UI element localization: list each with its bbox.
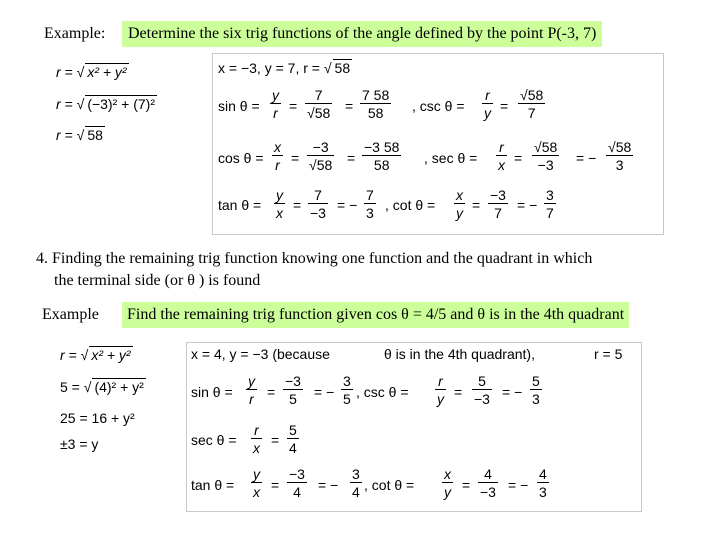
- ex1-sec-frac1: r x: [498, 139, 505, 173]
- ex1-eq: =: [347, 150, 356, 166]
- ex1-minus-eq: = −: [337, 197, 358, 213]
- ex1-cot-frac2: −3 7: [490, 187, 506, 221]
- ex2-csc-frac1: r y: [437, 373, 444, 407]
- ex1-csc-label: , csc θ =: [412, 98, 465, 114]
- ex2-sin-frac1: y r: [248, 373, 255, 407]
- ex2-sin-label: sin θ =: [191, 384, 233, 400]
- ex2-eq: =: [454, 384, 463, 400]
- ex1-cos-label: cos θ =: [218, 150, 264, 166]
- ex2-cot-frac3: 4 3: [539, 466, 547, 500]
- ex1-eq: =: [291, 150, 300, 166]
- ex2-cot-label: , cot θ =: [364, 477, 415, 493]
- ex2-minus-eq: = −: [318, 477, 339, 493]
- ex2-eq: =: [462, 477, 471, 493]
- ex2-sec-label: sec θ =: [191, 432, 237, 448]
- ex1-cot-frac1: x y: [456, 187, 463, 221]
- ex2-r-step4: ±3 = y: [60, 436, 99, 452]
- ex1-tan-frac1: y x: [276, 187, 283, 221]
- ex1-eq: =: [289, 98, 298, 114]
- ex2-tan-frac2: −3 4: [289, 466, 305, 500]
- ex2-r-step1: r = √ x² + y²: [60, 347, 131, 363]
- ex1-cos-frac3: −3 58 58: [364, 139, 400, 173]
- ex1-csc-frac2: √58 7: [520, 87, 544, 121]
- ex2-eq: =: [271, 432, 280, 448]
- ex2-r-step2: 5 = √ (4)² + y²: [60, 379, 144, 395]
- ex2-given: x = 4, y = −3 (because: [191, 346, 330, 362]
- ex1-tan-label: tan θ =: [218, 197, 262, 213]
- ex1-eq: =: [293, 197, 302, 213]
- example1-label: Example:: [44, 25, 106, 42]
- ex1-sec-frac3: √58 3: [608, 139, 632, 173]
- ex1-r-step3: r = √ 58: [56, 127, 103, 143]
- example2-title: Find the remaining trig function given cos θ = 4/5 and θ is in the 4th quadrant: [122, 302, 629, 328]
- ex1-eq: =: [500, 98, 509, 114]
- ex2-minus-eq: = −: [508, 477, 529, 493]
- ex2-csc-label: , csc θ =: [356, 384, 409, 400]
- ex2-tan-frac3: 3 4: [352, 466, 360, 500]
- ex2-cot-frac2: 4 −3: [480, 466, 496, 500]
- ex1-r-step1: r = √ x² + y²: [56, 64, 127, 80]
- ex1-cot-frac3: 3 7: [546, 187, 554, 221]
- ex2-given-r: r = 5: [594, 346, 623, 362]
- example2-label: Example: [42, 306, 99, 323]
- ex2-eq: =: [271, 477, 280, 493]
- ex1-sin-frac3: 7 58 58: [362, 87, 390, 121]
- ex1-cot-label: , cot θ =: [385, 197, 436, 213]
- ex2-sec-frac1: r x: [253, 422, 260, 456]
- ex2-minus-eq: = −: [502, 384, 523, 400]
- ex2-r-step3: 25 = 16 + y²: [60, 410, 135, 426]
- ex1-cos-frac1: x r: [274, 139, 281, 173]
- ex1-eq: =: [345, 98, 354, 114]
- example1-title: Determine the six trig functions of the angle defined by the point P(-3, 7): [122, 21, 602, 47]
- ex1-given: x = −3, y = 7, r = √ 58: [218, 60, 351, 76]
- ex1-sin-frac2: 7 √58: [307, 87, 331, 121]
- ex1-csc-frac1: r y: [484, 87, 491, 121]
- ex2-sec-frac2: 5 4: [289, 422, 297, 456]
- ex1-tan-frac2: 7 −3: [310, 187, 326, 221]
- ex1-tan-frac3: 7 3: [366, 187, 374, 221]
- ex1-eq: =: [514, 150, 523, 166]
- ex1-minus-eq: = −: [517, 197, 538, 213]
- section4-line1: 4. Finding the remaining trig function knowing one function and the quadrant in which: [36, 250, 593, 267]
- ex1-r-step2: r = √ (−3)² + (7)²: [56, 96, 155, 112]
- ex1-cos-frac2: −3 √58: [309, 139, 333, 173]
- ex2-eq: =: [267, 384, 276, 400]
- ex2-tan-label: tan θ =: [191, 477, 235, 493]
- ex2-cot-frac1: x y: [444, 466, 451, 500]
- ex2-sin-frac2: −3 5: [285, 373, 301, 407]
- ex1-sec-frac2: √58 −3: [534, 139, 558, 173]
- ex1-sin-frac1: y r: [272, 87, 279, 121]
- ex2-csc-frac2: 5 −3: [474, 373, 490, 407]
- ex1-minus-eq: = −: [576, 150, 597, 166]
- ex2-sin-frac3: 3 5: [343, 373, 351, 407]
- ex2-minus-eq: = −: [314, 384, 335, 400]
- section4-line2: the terminal side (or θ ) is found: [54, 272, 261, 289]
- ex1-eq: =: [472, 197, 481, 213]
- ex2-tan-frac1: y x: [253, 466, 260, 500]
- ex1-sin-label: sin θ =: [218, 98, 260, 114]
- ex2-csc-frac3: 5 3: [532, 373, 540, 407]
- ex2-given-tail: θ is in the 4th quadrant),: [384, 346, 535, 362]
- ex1-sec-label: , sec θ =: [424, 150, 478, 166]
